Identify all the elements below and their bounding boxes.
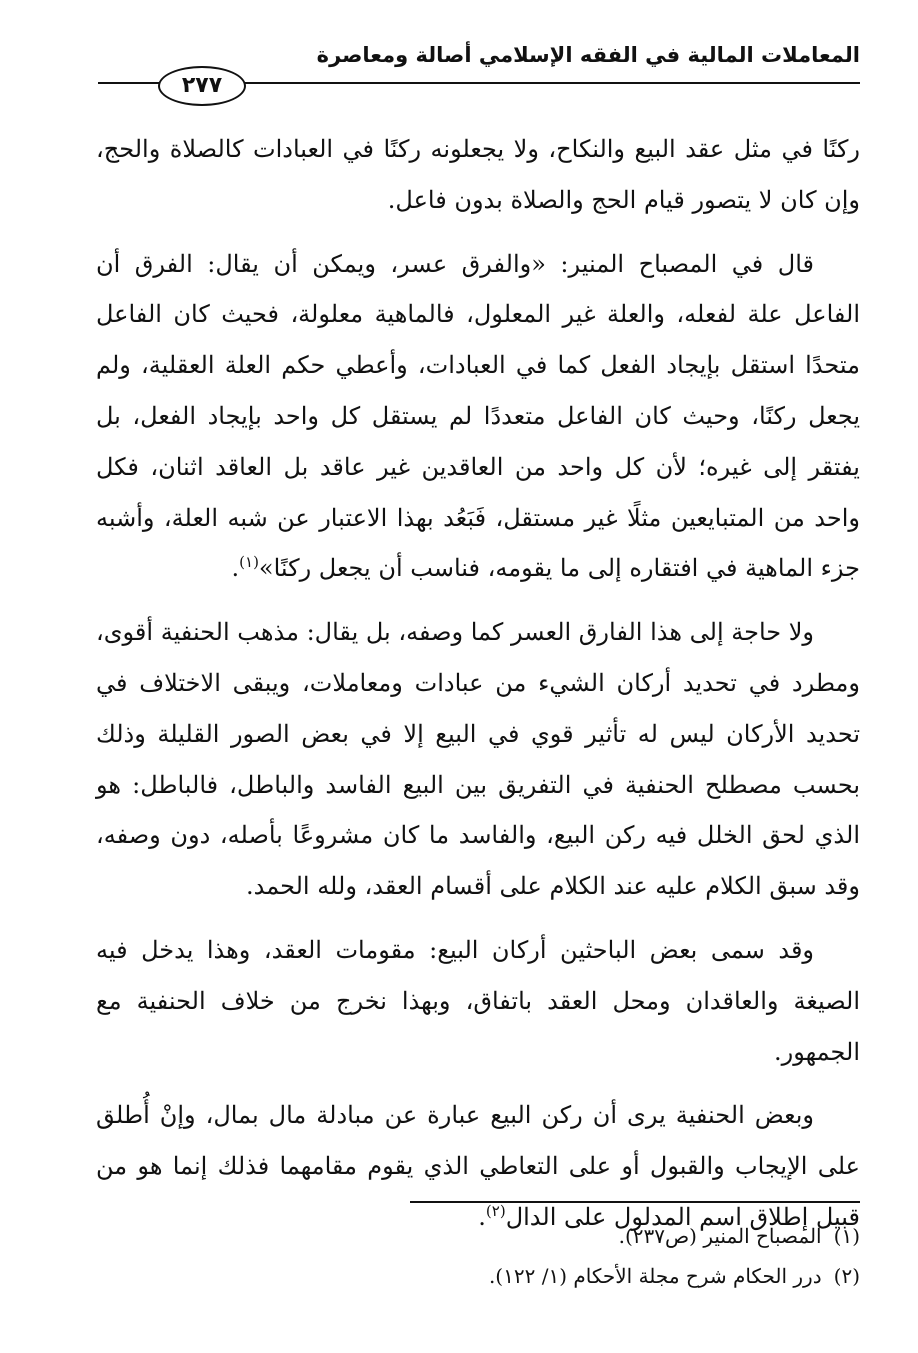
footnote-number: (١) <box>833 1224 860 1248</box>
footnote-text: المصباح المنير (ص٢٣٧). <box>618 1224 822 1248</box>
page-number: ٢٧٧ <box>158 66 246 106</box>
footnote <box>96 1256 860 1296</box>
footnote-reference: (١) <box>239 553 259 572</box>
footnote-number: (٢) <box>833 1264 860 1288</box>
footnotes <box>96 1216 860 1296</box>
paragraph-text: قال في المصباح المنير: «والفرق عسر، ويمكن أن يقال: الفرق أن الفاعل علة لفعله، والعلة غير المعلول، فالماهية معلولة، فحيث كان الفاعل متحدًا استقل بإيجاد الفعل كما في العبادات، وأعطي حكم العلة العقلية، ولم يجعل ركنًا، وحيث كان الفاعل متعددًا لم يستقل كل واحد بإيجاد الفعل، بل يفتقر إلى غيره؛ لأن كل واحد من العاقدين غير عاقد بل العاقد اثنان، فكل واحد من المتبايعين مثلًا غير مستقل، فَبَعُد بهذا الاعتبار عن شبه العلة، وأشبه جزء الماهية في افتقاره إلى ما يقومه، فناسب أن يجعل ركنًا» <box>96 249 860 583</box>
paragraph-text: وبعض الحنفية يرى أن ركن البيع عبارة عن مبادلة مال بمال، وإنْ أُطلق على الإيجاب والقبول أو على التعاطي الذي يقوم مقامهما فذلك إنما هو من قبيل إطلاق اسم المدلول على الدال <box>96 1101 860 1231</box>
footnote-text: درر الحكام شرح مجلة الأحكام (١/ ١٢٢). <box>488 1264 822 1288</box>
body-text <box>96 124 860 1256</box>
paragraph-tail: . <box>231 554 240 583</box>
paragraph-text: ولا حاجة إلى هذا الفارق العسر كما وصفه، بل يقال: مذهب الحنفية أقوى، ومطرد في تحديد أركان الشيء من عبادات ومعاملات، ويبقى الاختلاف في تحديد الأركان ليس له تأثير قوي في البيع إلا في بعض الصور القليلة وذلك بحسب مصطلح الحنفية في التفريق بين البيع الفاسد والباطل، فالباطل: هو الذي لحق الخلل فيه ركن البيع، والفاسد ما كان مشروعًا بأصله، دون وصفه، وقد سبق الكلام عليه عند الكلام على أقسام العقد، ولله الحمد. <box>96 618 860 901</box>
paragraph-text: ركنًا في مثل عقد البيع والنكاح، ولا يجعلونه ركنًا في العبادات كالصلاة والحج، وإن كان لا يتصور قيام الحج والصلاة بدون فاعل. <box>96 135 860 214</box>
paragraph <box>96 124 860 226</box>
footnote <box>96 1216 860 1256</box>
footnote-rule <box>410 1201 860 1203</box>
footnote-reference: (٢) <box>485 1201 506 1220</box>
paragraph <box>96 239 860 595</box>
paragraph <box>96 607 860 912</box>
running-header: المعاملات المالية في الفقه الإسلامي أصالة ومعاصرة <box>316 43 860 67</box>
paragraph <box>96 925 860 1077</box>
paragraph-text: وقد سمى بعض الباحثين أركان البيع: مقومات العقد، وهذا يدخل فيه الصيغة والعاقدان ومحل العقد باتفاق، وبهذا نخرج من خلاف الحنفية مع الجمهور. <box>96 935 860 1066</box>
paragraph-tail: . <box>478 1202 486 1231</box>
